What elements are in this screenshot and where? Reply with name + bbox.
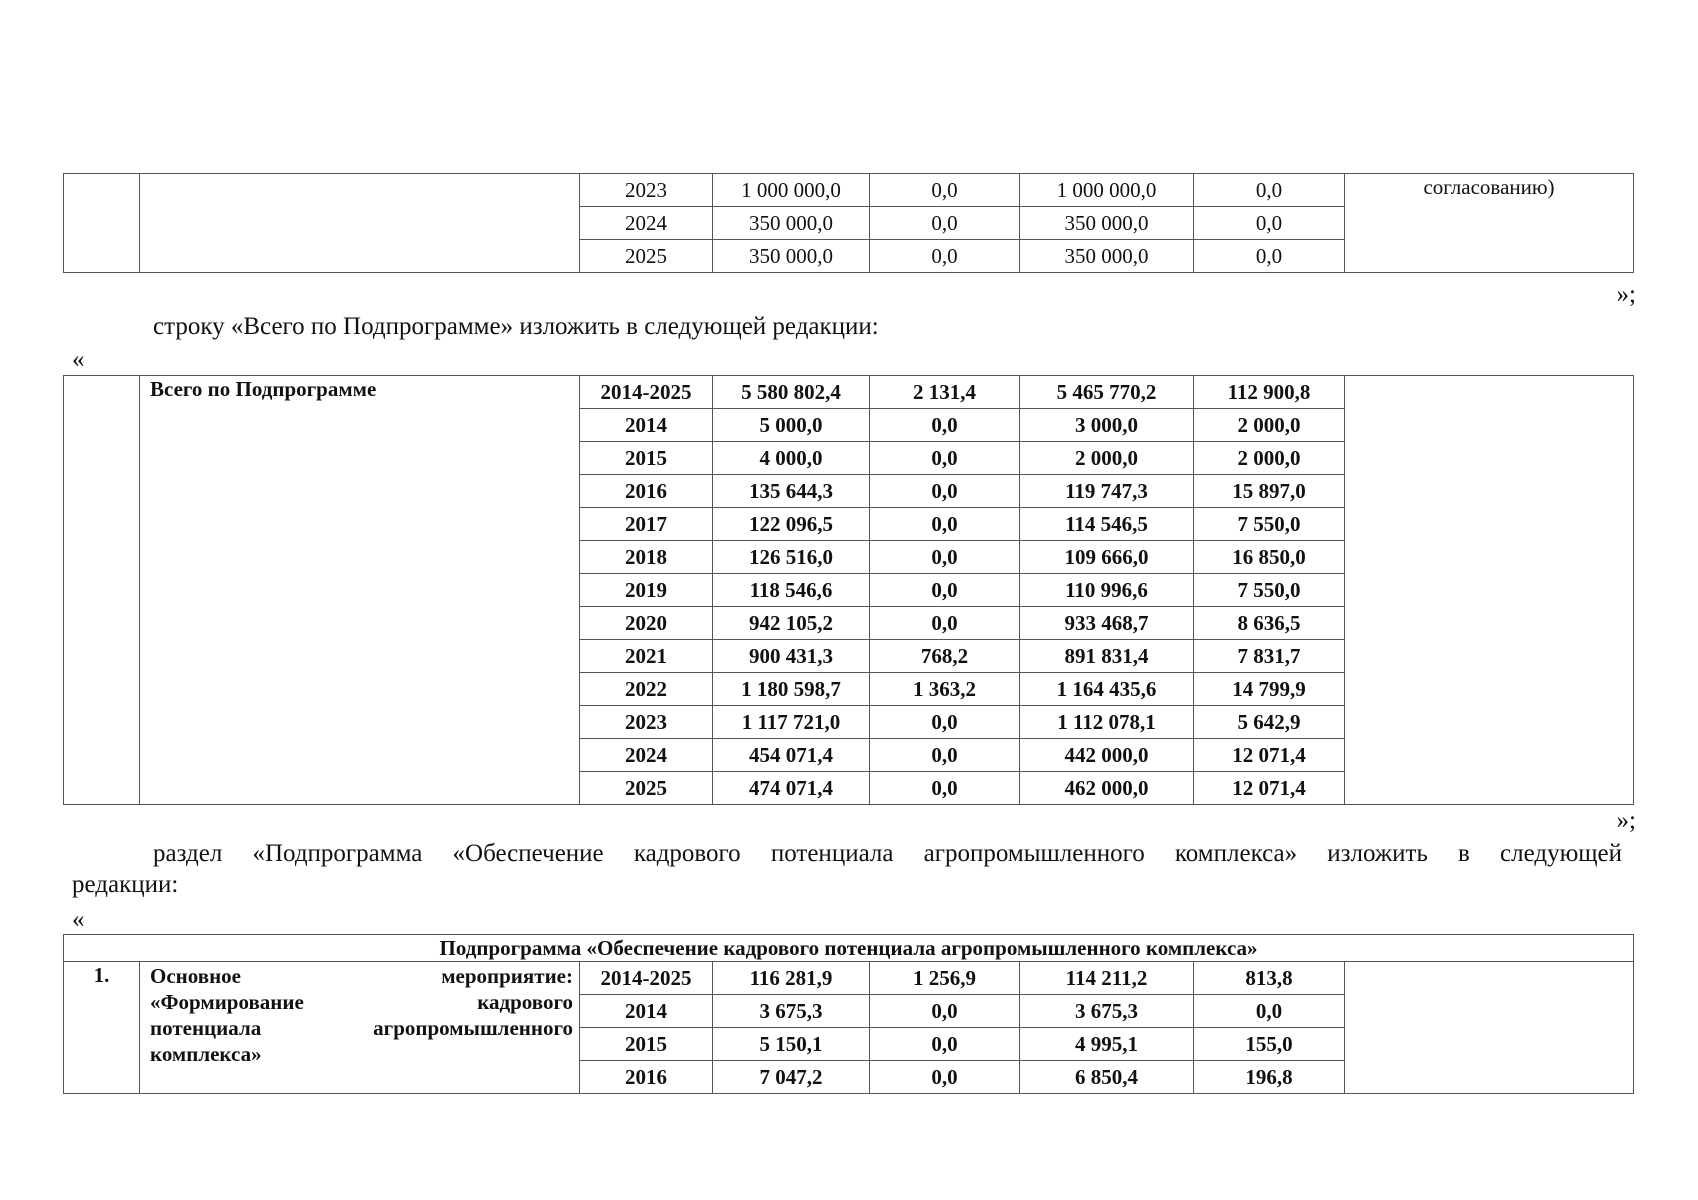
year-cell: 2014-2025 xyxy=(580,962,713,995)
year-cell: 2016 xyxy=(580,475,713,508)
total-cell: 454 071,4 xyxy=(713,739,870,772)
subprogram-section-table xyxy=(63,934,1634,1094)
total-cell: 1 000 000,0 xyxy=(713,174,870,207)
year-cell: 2025 xyxy=(580,240,713,273)
total-cell: 350 000,0 xyxy=(713,207,870,240)
other-cell: 12 071,4 xyxy=(1194,772,1345,805)
activity-name-line: Основное мероприятие: xyxy=(150,964,573,988)
other-cell: 15 897,0 xyxy=(1194,475,1345,508)
table-row xyxy=(64,962,1634,995)
continuation-table xyxy=(63,173,1634,273)
total-cell: 1 180 598,7 xyxy=(713,673,870,706)
other-cell: 16 850,0 xyxy=(1194,541,1345,574)
regional-cell: 1 000 000,0 xyxy=(1020,174,1194,207)
total-cell: 122 096,5 xyxy=(713,508,870,541)
federal-cell: 0,0 xyxy=(870,574,1020,607)
section-paragraph-line-2: редакции: xyxy=(72,871,179,898)
total-cell: 4 000,0 xyxy=(713,442,870,475)
federal-cell: 0,0 xyxy=(870,541,1020,574)
regional-cell: 119 747,3 xyxy=(1020,475,1194,508)
regional-cell: 933 468,7 xyxy=(1020,607,1194,640)
regional-cell: 4 995,1 xyxy=(1020,1028,1194,1061)
total-label-cell: Всего по Подпрограмме xyxy=(140,376,580,805)
number-cell xyxy=(64,174,140,273)
year-cell: 2024 xyxy=(580,739,713,772)
regional-cell: 114 211,2 xyxy=(1020,962,1194,995)
regional-cell: 1 112 078,1 xyxy=(1020,706,1194,739)
year-cell: 2015 xyxy=(580,442,713,475)
total-cell: 474 071,4 xyxy=(713,772,870,805)
regional-cell: 5 465 770,2 xyxy=(1020,376,1194,409)
subprogram-section-table-body xyxy=(64,935,1634,1094)
year-cell: 2017 xyxy=(580,508,713,541)
number-cell: 1. xyxy=(64,962,140,1094)
year-cell: 2025 xyxy=(580,772,713,805)
regional-cell: 1 164 435,6 xyxy=(1020,673,1194,706)
other-cell: 196,8 xyxy=(1194,1061,1345,1094)
section-header-cell: Подпрограмма «Обеспечение кадрового потенциала агропромышленного комплекса» xyxy=(64,935,1634,962)
section-header-row xyxy=(64,935,1634,962)
total-cell: 5 580 802,4 xyxy=(713,376,870,409)
year-cell: 2014 xyxy=(580,409,713,442)
year-cell: 2015 xyxy=(580,1028,713,1061)
activity-name-cell xyxy=(140,962,580,1094)
regional-cell: 109 666,0 xyxy=(1020,541,1194,574)
activity-name-line: комплекса» xyxy=(150,1042,262,1066)
total-cell: 900 431,3 xyxy=(713,640,870,673)
note-cell xyxy=(1345,962,1634,1094)
federal-cell: 1 363,2 xyxy=(870,673,1020,706)
regional-cell: 114 546,5 xyxy=(1020,508,1194,541)
total-cell: 1 117 721,0 xyxy=(713,706,870,739)
year-cell: 2018 xyxy=(580,541,713,574)
number-cell xyxy=(64,376,140,805)
total-cell: 118 546,6 xyxy=(713,574,870,607)
federal-cell: 0,0 xyxy=(870,174,1020,207)
total-cell: 116 281,9 xyxy=(713,962,870,995)
other-cell: 155,0 xyxy=(1194,1028,1345,1061)
subprogram-total-table-body xyxy=(64,376,1634,805)
total-cell: 350 000,0 xyxy=(713,240,870,273)
federal-cell: 0,0 xyxy=(870,475,1020,508)
subprogram-total-table xyxy=(63,375,1634,805)
regional-cell: 462 000,0 xyxy=(1020,772,1194,805)
closing-quote-mark: »; xyxy=(1616,807,1636,834)
federal-cell: 0,0 xyxy=(870,706,1020,739)
year-cell: 2021 xyxy=(580,640,713,673)
federal-cell: 0,0 xyxy=(870,207,1020,240)
other-cell: 0,0 xyxy=(1194,240,1345,273)
other-cell: 5 642,9 xyxy=(1194,706,1345,739)
closing-quote-mark: »; xyxy=(1616,281,1636,308)
year-cell: 2016 xyxy=(580,1061,713,1094)
total-cell: 7 047,2 xyxy=(713,1061,870,1094)
table-row xyxy=(64,376,1634,409)
section-paragraph-line-1: раздел «Подпрограмма «Обеспечение кадрового потенциала агропромышленного комплекса» изложить в следующей xyxy=(153,840,1622,867)
regional-cell: 350 000,0 xyxy=(1020,240,1194,273)
federal-cell: 0,0 xyxy=(870,1028,1020,1061)
regional-cell: 442 000,0 xyxy=(1020,739,1194,772)
other-cell: 8 636,5 xyxy=(1194,607,1345,640)
year-cell: 2024 xyxy=(580,207,713,240)
note-cell: согласованию) xyxy=(1345,174,1634,273)
regional-cell: 350 000,0 xyxy=(1020,207,1194,240)
federal-cell: 1 256,9 xyxy=(870,962,1020,995)
other-cell: 7 550,0 xyxy=(1194,574,1345,607)
regional-cell: 2 000,0 xyxy=(1020,442,1194,475)
opening-quote-mark: « xyxy=(72,906,85,933)
other-cell: 7 831,7 xyxy=(1194,640,1345,673)
continuation-table-body xyxy=(64,174,1634,273)
regional-cell: 3 675,3 xyxy=(1020,995,1194,1028)
federal-cell: 0,0 xyxy=(870,409,1020,442)
activity-name-line: «Формирование кадрового xyxy=(150,990,573,1014)
federal-cell: 768,2 xyxy=(870,640,1020,673)
other-cell: 12 071,4 xyxy=(1194,739,1345,772)
federal-cell: 0,0 xyxy=(870,772,1020,805)
other-cell: 0,0 xyxy=(1194,174,1345,207)
federal-cell: 0,0 xyxy=(870,508,1020,541)
other-cell: 0,0 xyxy=(1194,995,1345,1028)
regional-cell: 3 000,0 xyxy=(1020,409,1194,442)
opening-quote-mark: « xyxy=(72,346,85,373)
year-cell: 2022 xyxy=(580,673,713,706)
total-cell: 5 150,1 xyxy=(713,1028,870,1061)
total-cell: 135 644,3 xyxy=(713,475,870,508)
year-cell: 2019 xyxy=(580,574,713,607)
regional-cell: 891 831,4 xyxy=(1020,640,1194,673)
total-cell: 942 105,2 xyxy=(713,607,870,640)
year-cell: 2014-2025 xyxy=(580,376,713,409)
other-cell: 112 900,8 xyxy=(1194,376,1345,409)
regional-cell: 6 850,4 xyxy=(1020,1061,1194,1094)
other-cell: 2 000,0 xyxy=(1194,409,1345,442)
total-cell: 3 675,3 xyxy=(713,995,870,1028)
federal-cell: 0,0 xyxy=(870,240,1020,273)
activity-name-line: потенциала агропромышленного xyxy=(150,1016,573,1040)
total-cell: 5 000,0 xyxy=(713,409,870,442)
other-cell: 14 799,9 xyxy=(1194,673,1345,706)
year-cell: 2020 xyxy=(580,607,713,640)
total-cell: 126 516,0 xyxy=(713,541,870,574)
federal-cell: 0,0 xyxy=(870,442,1020,475)
other-cell: 813,8 xyxy=(1194,962,1345,995)
federal-cell: 2 131,4 xyxy=(870,376,1020,409)
note-cell xyxy=(1345,376,1634,805)
year-cell: 2014 xyxy=(580,995,713,1028)
federal-cell: 0,0 xyxy=(870,1061,1020,1094)
federal-cell: 0,0 xyxy=(870,995,1020,1028)
other-cell: 2 000,0 xyxy=(1194,442,1345,475)
table-row xyxy=(64,174,1634,207)
instruction-paragraph: строку «Всего по Подпрограмме» изложить в следующей редакции: xyxy=(153,313,879,340)
federal-cell: 0,0 xyxy=(870,607,1020,640)
regional-cell: 110 996,6 xyxy=(1020,574,1194,607)
other-cell: 0,0 xyxy=(1194,207,1345,240)
year-cell: 2023 xyxy=(580,174,713,207)
name-cell xyxy=(140,174,580,273)
year-cell: 2023 xyxy=(580,706,713,739)
federal-cell: 0,0 xyxy=(870,739,1020,772)
other-cell: 7 550,0 xyxy=(1194,508,1345,541)
